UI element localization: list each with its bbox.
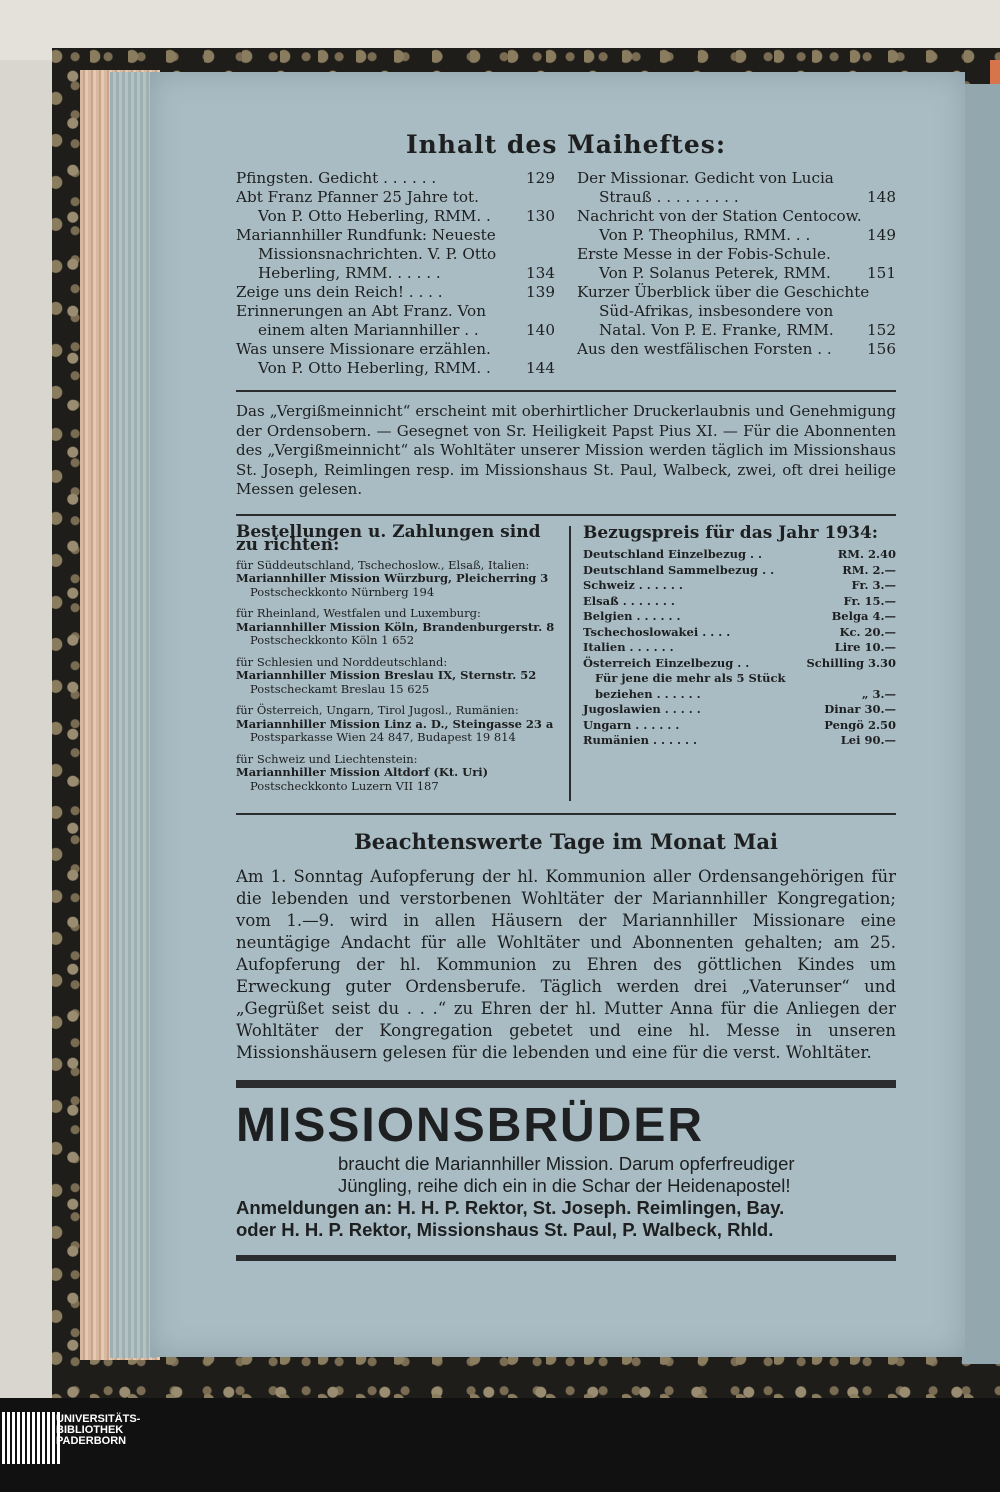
toc-entry-text: Erinnerungen an Abt Franz. Von (236, 302, 486, 320)
order-address-block (236, 559, 561, 600)
orders-title: Bestellungen u. Zahlungen sind zu richten: (236, 521, 541, 555)
toc-entry (577, 283, 896, 302)
price-value: „ 3.— (861, 686, 896, 701)
price-value: Dinar 30.— (824, 702, 896, 716)
toc-entry-text: Missionsnachrichten. V. P. Otto (258, 245, 497, 263)
toc-entry-page: 149 (867, 226, 896, 244)
toc-entry (236, 226, 555, 245)
toc-entry (236, 283, 555, 302)
order-address: Mariannhiller Mission Altdorf (Kt. Uri) (236, 765, 489, 779)
toc-entry-page: 139 (526, 283, 555, 301)
thick-rule (236, 1255, 896, 1261)
toc-entry-page: 148 (867, 188, 896, 206)
order-address: Mariannhiller Mission Würzburg, Pleicherring 3 (236, 571, 549, 585)
ad-line: Jüngling, reihe dich ein in die Schar der Heidenapostel! (338, 1175, 791, 1196)
toc-entry (577, 169, 896, 188)
page-content (236, 120, 896, 1261)
library-footer (0, 1398, 1000, 1492)
toc-right-column (577, 169, 896, 378)
price-row (583, 547, 896, 563)
price-country: Österreich Einzelbezug . . (583, 655, 750, 670)
toc-entry-text: Abt Franz Pfanner 25 Jahre tot. (236, 188, 479, 206)
ad-headline: MISSIONSBRÜDER (236, 1099, 705, 1152)
toc-entry-text: Von P. Theophilus, RMM. . . (599, 226, 811, 244)
toc-entry-text: einem alten Mariannhiller . . (258, 321, 479, 339)
price-value: RM. 2.40 (837, 547, 896, 561)
toc-entry (236, 207, 555, 226)
toc-title: Inhalt des Maiheftes: (405, 130, 727, 159)
price-row (583, 656, 896, 672)
toc-entry-text: Aus den westfälischen Forsten . . (577, 340, 832, 358)
price-country: Jugoslawien . . . . . (583, 702, 701, 716)
price-value: Belga 4.— (831, 609, 896, 623)
price-row (583, 733, 896, 749)
toc-entry-text: Strauß . . . . . . . . . (599, 188, 739, 206)
toc-entry-text: Von P. Otto Heberling, RMM. . (258, 207, 491, 225)
order-region: für Schweiz und Liechtenstein: (236, 751, 418, 766)
toc-entry (236, 188, 555, 207)
table-of-contents (236, 169, 896, 378)
price-row (583, 640, 896, 656)
toc-entry (577, 321, 896, 340)
order-account: Postscheckkonto Nürnberg 194 (250, 584, 435, 599)
order-address-block (236, 607, 561, 648)
toc-entry (236, 264, 555, 283)
price-value: Pengö 2.50 (824, 717, 896, 732)
price-value: RM. 2.— (842, 562, 896, 577)
days-title: Beachtenswerte Tage im Monat Mai (354, 829, 778, 854)
library-logo-icon (2, 1412, 60, 1464)
toc-entry-text: Von P. Otto Heberling, RMM. . (258, 359, 491, 377)
toc-entry (236, 359, 555, 378)
toc-entry (577, 226, 896, 245)
toc-entry-text: Was unsere Missionare erzählen. (236, 340, 491, 358)
order-address: Mariannhiller Mission Linz a. D., Steingasse 23 a (236, 716, 554, 731)
toc-entry-page: 152 (867, 321, 896, 339)
price-country: Für jene die mehr als 5 Stück (595, 671, 786, 685)
toc-entry-page: 134 (526, 264, 555, 282)
divider (236, 390, 896, 392)
toc-entry-text: Pfingsten. Gedicht . . . . . . (236, 169, 437, 187)
right-page-edge (962, 84, 1000, 1364)
toc-entry (577, 245, 896, 264)
order-address: Mariannhiller Mission Köln, Brandenburgerstr. 8 (236, 619, 555, 634)
library-name: UNIVERSITÄTS- BIBLIOTHEK PADERBORN (56, 1413, 141, 1447)
toc-entry-page: 140 (526, 321, 555, 339)
price-country: Tschechoslowakei . . . . (583, 624, 731, 639)
toc-entry (236, 302, 555, 321)
price-country: Rumänien . . . . . . (583, 733, 697, 747)
order-region: für Schlesien und Norddeutschland: (236, 654, 448, 669)
price-country: Ungarn . . . . . . (583, 717, 680, 732)
toc-entry (236, 245, 555, 264)
toc-entry (236, 321, 555, 340)
price-row (583, 671, 896, 687)
price-value: Fr. 3.— (851, 578, 896, 592)
toc-entry-page: 129 (526, 169, 555, 187)
prices-title: Bezugspreis für das Jahr 1934: (583, 522, 879, 543)
days-text: Am 1. Sonntag Aufopferung der hl. Kommunion aller Ordensangehörigen für die lebenden und verstorbenen Wohltäter der Mariannhiller Kongregation; vom 1.—9. wird in allen Häusern der Mariannhiller Missionare eine neuntägige Andacht für alle Wohltäter und Abonnenten gehalten; am 25. Aufopferung der hl. Kommunion zu Ehren des göttlichen Kindes um Erweckung guter Ordensberufe. Täglich werden drei „Vaterunser“ und „Gegrüßet seist du . . .“ zu Ehren der hl. Mutter Anna für die Anliegen der Wohltäter der Kongregation gebetet und eine hl. Messe in unseren Missionshäusern gelesen für die lebenden und eine für die verst. Wohltäter. (236, 867, 896, 1062)
order-address-block (236, 704, 561, 745)
price-row (583, 625, 896, 641)
price-row (583, 594, 896, 610)
order-account: Postsparkasse Wien 24 847, Budapest 19 814 (250, 730, 516, 744)
order-address: Mariannhiller Mission Breslau IX, Sternstr. 52 (236, 668, 537, 682)
price-country: Belgien . . . . . . (583, 609, 681, 623)
toc-entry (577, 188, 896, 207)
price-row (583, 718, 896, 734)
order-address-block (236, 656, 561, 697)
publication-note: Das „Vergißmeinnicht“ erscheint mit oberhirtlicher Druckerlaubnis und Genehmigung der Ordensobern. — Gesegnet von Sr. Heiligkeit Papst Pius XI. — Für die Abonnenten des „Vergißmeinnicht“ als Wohltäter unserer Mission werden täglich im Missionshaus St. Joseph, Reimlingen resp. im Missionshaus St. Paul, Walbeck, zwei, oft drei heilige Messen gelesen. (236, 402, 896, 498)
orders-section (236, 521, 571, 802)
price-value: Schilling 3.30 (806, 655, 896, 670)
price-country: Elsaß . . . . . . . (583, 593, 675, 608)
ad-line: Anmeldungen an: H. H. P. Rektor, St. Joseph. Reimlingen, Bay. (236, 1197, 785, 1218)
toc-left-column (236, 169, 555, 378)
price-value: Fr. 15.— (843, 593, 896, 608)
toc-entry-text: Natal. Von P. E. Franke, RMM. (599, 321, 834, 339)
toc-entry-page: 151 (867, 264, 896, 282)
price-row (583, 578, 896, 594)
order-account: Postscheckamt Breslau 15 625 (250, 681, 430, 696)
toc-entry-page: 156 (867, 340, 896, 358)
toc-entry-page: 130 (526, 207, 555, 225)
toc-entry (577, 340, 896, 359)
toc-entry-page: 144 (526, 359, 555, 377)
toc-entry-text: Der Missionar. Gedicht von Lucia (577, 169, 834, 187)
ad-body (236, 1153, 896, 1241)
order-account: Postscheckkonto Köln 1 652 (250, 633, 415, 647)
ad-line: oder H. H. P. Rektor, Missionshaus St. Paul, P. Walbeck, Rhld. (236, 1219, 774, 1240)
price-country: Deutschland Sammelbezug . . (583, 562, 775, 577)
toc-entry (577, 302, 896, 321)
divider (236, 514, 896, 516)
price-country: beziehen . . . . . . (595, 686, 701, 701)
price-row (583, 609, 896, 625)
price-row (583, 563, 896, 579)
toc-entry (236, 169, 555, 188)
ad-line: braucht die Mariannhiller Mission. Darum opferfreudiger (338, 1153, 795, 1174)
orders-and-prices (236, 521, 896, 802)
order-region: für Österreich, Ungarn, Tirol Jugosl., Rumänien: (236, 703, 519, 717)
thick-rule (236, 1080, 896, 1088)
toc-entry-text: Erste Messe in der Fobis-Schule. (577, 245, 831, 263)
order-region: für Süddeutschland, Tschechoslow., Elsaß, Italien: (236, 557, 530, 572)
toc-entry (577, 207, 896, 226)
price-value: Lei 90.— (840, 733, 896, 747)
order-address-block (236, 753, 561, 794)
price-value: Lire 10.— (834, 640, 896, 654)
page-edges-inner (110, 72, 155, 1358)
toc-entry-text: Von P. Solanus Peterek, RMM. (599, 264, 831, 282)
price-row (583, 702, 896, 718)
toc-entry-text: Zeige uns dein Reich! . . . . (236, 283, 443, 301)
price-country: Schweiz . . . . . . (583, 578, 683, 592)
toc-entry-text: Heberling, RMM. . . . . . (258, 264, 441, 282)
price-country: Deutschland Einzelbezug . . (583, 547, 763, 561)
order-region: für Rheinland, Westfalen und Luxemburg: (236, 606, 481, 620)
toc-entry (236, 340, 555, 359)
divider (236, 813, 896, 815)
toc-entry-text: Süd-Afrikas, insbesondere von (599, 302, 834, 320)
toc-entry-text: Kurzer Überblick über die Geschichte (577, 283, 870, 301)
price-value: Kc. 20.— (839, 624, 896, 639)
prices-section (571, 522, 896, 802)
toc-entry-text: Nachricht von der Station Centocow. (577, 207, 862, 225)
order-account: Postscheckkonto Luzern VII 187 (250, 778, 439, 793)
price-country: Italien . . . . . . (583, 640, 674, 654)
toc-entry (577, 264, 896, 283)
price-row (583, 687, 896, 703)
toc-entry-text: Mariannhiller Rundfunk: Neueste (236, 226, 496, 244)
